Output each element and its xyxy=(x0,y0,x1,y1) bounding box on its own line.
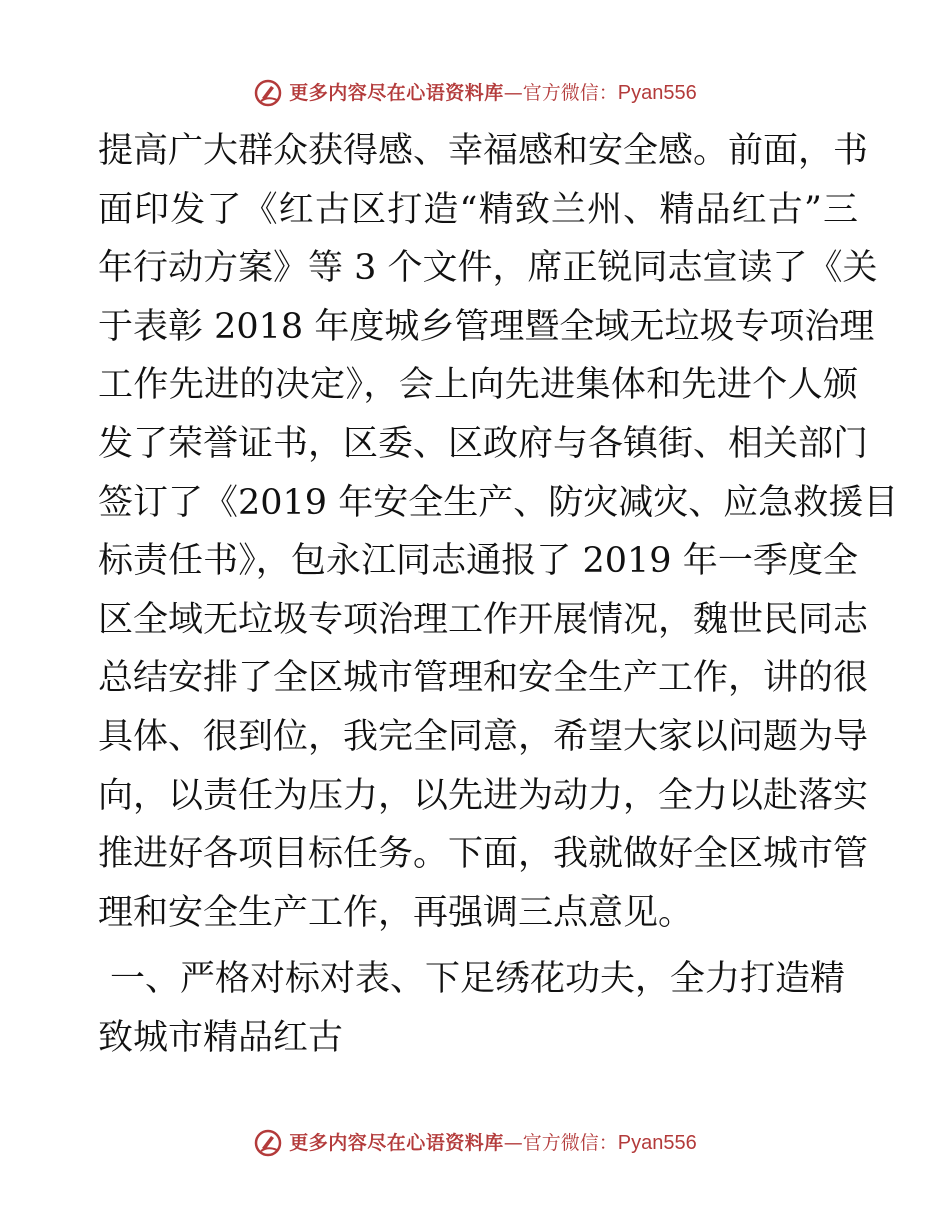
paragraph-line: 推进好各项目标任务。下面，我就做好全区城市管 xyxy=(98,834,869,875)
paragraph-line: 标责任书》，包永江同志通报了 2019 年一季度全 xyxy=(98,541,858,582)
watermark-main-text: 更多内容尽在心语资料库 xyxy=(289,82,504,104)
watermark-id: Pyan556 xyxy=(617,82,697,104)
paragraph-line: 提高广大群众获得感、幸福感和安全感。前面，书 xyxy=(98,131,869,171)
paragraph-line: 签订了《2019 年安全生产、防灾减灾、应急救援目 xyxy=(98,482,899,523)
paragraph-line: 年行动方案》等 3 个文件，席正锐同志宣读了《关 xyxy=(98,248,878,289)
paragraph-line: 理和安全生产工作，再强调三点意见。 xyxy=(98,892,694,933)
logo-seal-icon xyxy=(253,78,283,108)
watermark-main-text: 更多内容尽在心语资料库 xyxy=(289,1132,504,1154)
heading-line: 一、严格对标对表、下足绣花功夫，全力打造精 xyxy=(110,959,846,999)
watermark-label: 官方微信： xyxy=(522,82,618,104)
paragraph-line: 工作先进的决定》，会上向先进集体和先进个人颁 xyxy=(98,365,858,406)
section-heading xyxy=(98,950,858,1068)
footer-watermark xyxy=(0,1128,950,1158)
paragraph-line: 区全域无垃圾专项治理工作开展情况，魏世民同志 xyxy=(98,599,869,640)
watermark-id: Pyan556 xyxy=(617,1132,697,1154)
body-paragraph xyxy=(98,122,899,942)
watermark-separator: — xyxy=(503,1132,523,1154)
paragraph-line: 具体、很到位，我完全同意，希望大家以问题为导 xyxy=(98,716,869,757)
paragraph-line: 发了荣誉证书，区委、区政府与各镇街、相关部门 xyxy=(98,423,869,464)
logo-seal-icon xyxy=(253,1128,283,1158)
paragraph-line: 面印发了《红古区打造“精致兰州、精品红古”三 xyxy=(98,189,858,230)
heading-line: 致城市精品红古 xyxy=(98,1018,344,1058)
watermark-label: 官方微信： xyxy=(522,1132,618,1154)
paragraph-line: 向，以责任为压力，以先进为动力，全力以赴落实 xyxy=(98,775,869,816)
watermark-separator: — xyxy=(503,82,523,104)
paragraph-line: 于表彰 2018 年度城乡管理暨全域无垃圾专项治理 xyxy=(98,306,875,347)
header-watermark xyxy=(0,78,950,108)
paragraph-line: 总结安排了全区城市管理和安全生产工作，讲的很 xyxy=(98,658,869,699)
